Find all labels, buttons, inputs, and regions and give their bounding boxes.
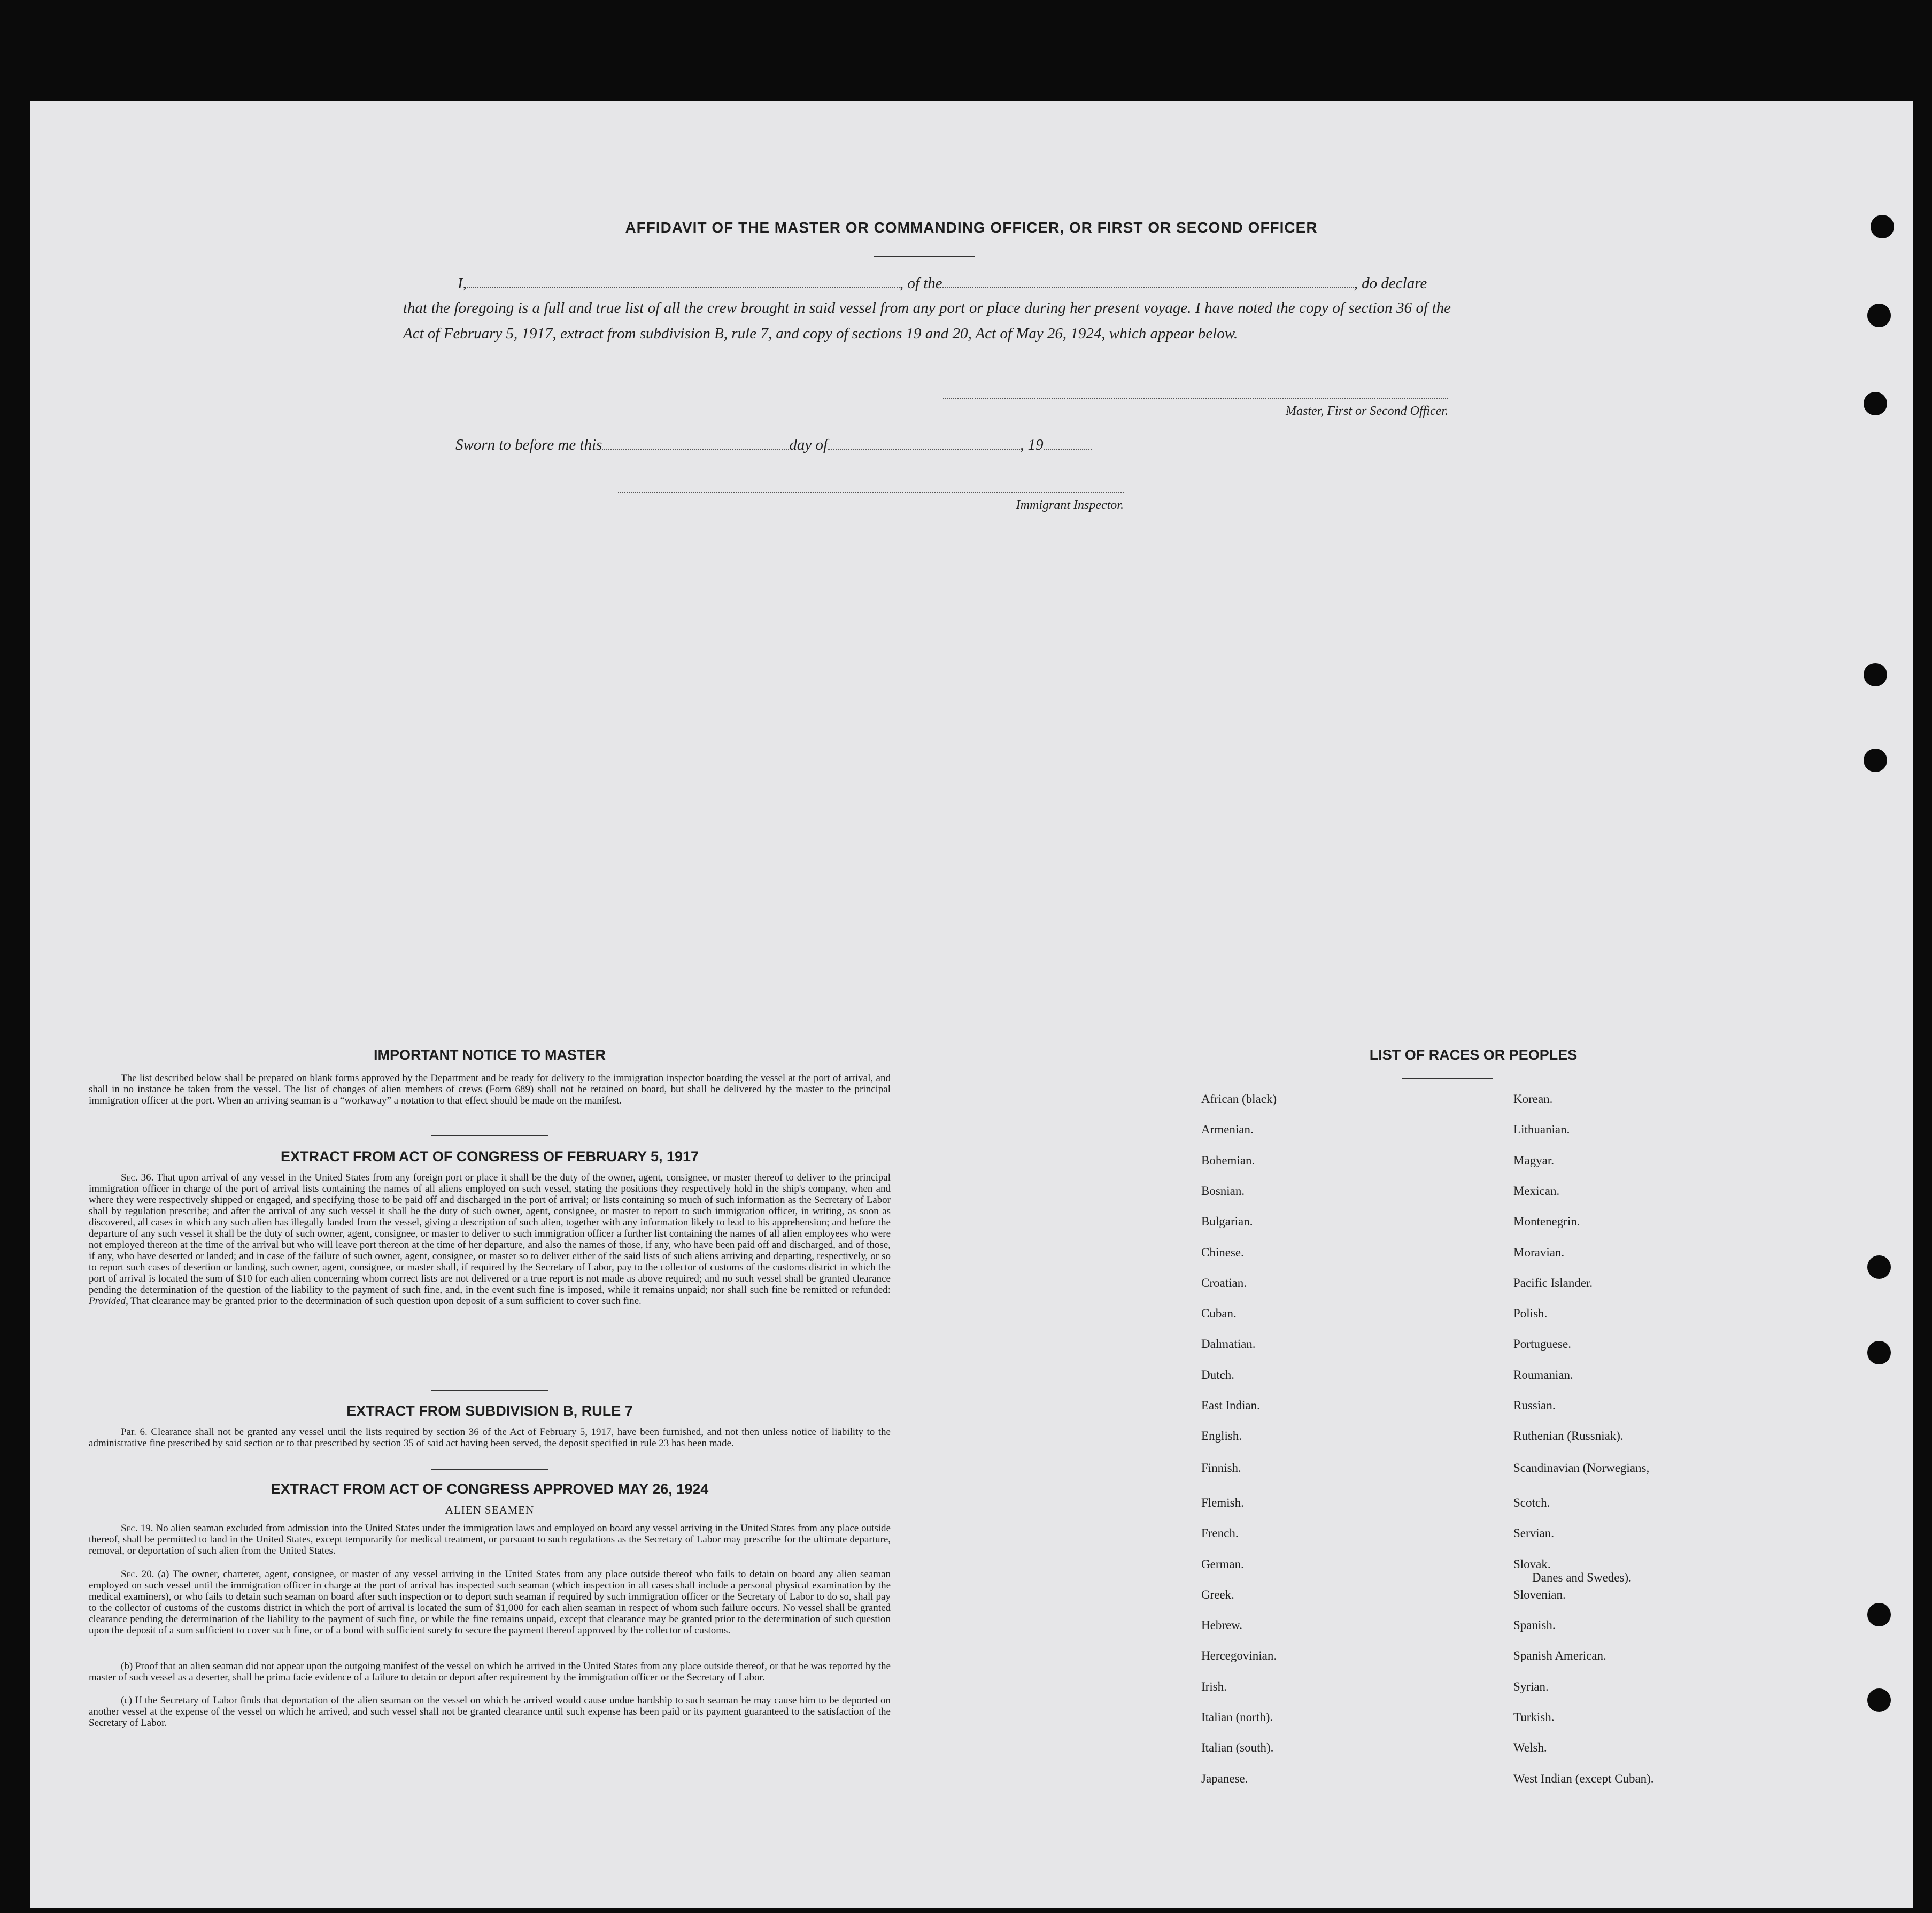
- divider: [431, 1469, 548, 1470]
- race-item-left-19: Irish.: [1201, 1679, 1227, 1693]
- sworn-line: [455, 432, 1092, 458]
- race-item-right-6: Pacific Islander.: [1513, 1276, 1593, 1290]
- sworn-label: Sworn to before me this: [455, 436, 602, 453]
- affidavit-declaration-line: [458, 271, 1479, 296]
- binder-hole: [1867, 1255, 1891, 1279]
- race-item-left-21: Italian (south).: [1201, 1741, 1274, 1755]
- race-item-left-1: Armenian.: [1201, 1123, 1254, 1137]
- race-item-left-0: African (black): [1201, 1092, 1277, 1106]
- sec-20a-text: [89, 1569, 891, 1636]
- inspector-signature-line[interactable]: [618, 492, 1124, 493]
- race-item-right-7: Polish.: [1513, 1307, 1548, 1321]
- race-item-right-14: Servian.: [1513, 1526, 1555, 1540]
- race-item-left-3: Bosnian.: [1201, 1184, 1245, 1198]
- race-item-left-10: East Indian.: [1201, 1399, 1260, 1412]
- race-item-right-8: Portuguese.: [1513, 1337, 1571, 1351]
- binder-hole: [1867, 304, 1891, 327]
- sec-20a-body: (a) The owner, charterer, agent, consignee, or master of any vessel arriving in the United States from any place outside thereof who fails to detain on board any alien seaman employed on such vessel until the immigration officer in charge at the port of arrival has inspected such seaman (which inspection in all cases shall include a personal physical examination by the medical examiners), or who fails to detain such seaman on board after such inspection or to deport such seaman if required by such immigration officer or the Secretary of Labor to do so, shall pay to the collector of customs of the customs district in which the port of arrival is located the sum of $1,000 for each alien seaman in respect of whom such failure occurs. No vessel shall be granted clearance pending the determination of the liability to the payment of such fine, or while the fine remains unpaid, except that clearance may be granted prior to the determination of such question upon the deposit of a sum sufficient to cover such fine, or of a bond with sufficient surety to secure the payment thereof approved by the collector of customs.: [89, 1569, 891, 1636]
- extract-1917-text: [89, 1172, 891, 1307]
- sec-20b-text: (b) Proof that an alien seaman did not appear upon the outgoing manifest of the vessel on which he arrived in the United States from any place outside thereof, or that he was reported by the master of such vessel as a deserter, shall be prima facie evidence of a failure to detain or deport after requirement by the immigration officer or the Secretary of Labor.: [89, 1661, 891, 1683]
- divider: [431, 1390, 548, 1391]
- binder-hole: [1867, 1341, 1891, 1364]
- race-item-left-17: Hebrew.: [1201, 1618, 1243, 1632]
- binder-hole: [1864, 663, 1887, 686]
- race-item-right-21: Welsh.: [1513, 1741, 1547, 1755]
- master-signature-line[interactable]: [943, 398, 1448, 399]
- races-title: LIST OF RACES OR PEOPLES: [1369, 1047, 1578, 1063]
- race-item-right-1: Lithuanian.: [1513, 1123, 1570, 1137]
- race-item-right-3: Mexican.: [1513, 1184, 1560, 1198]
- document-page: [30, 101, 1913, 1908]
- inspector-caption: Immigrant Inspector.: [1016, 498, 1124, 512]
- declaration-i: I,: [458, 275, 467, 292]
- sworn-day-label: day of: [789, 436, 828, 453]
- declaration-of-the: , of the: [899, 275, 942, 292]
- race-item-right-9: Roumanian.: [1513, 1368, 1573, 1382]
- title-divider: [874, 256, 975, 257]
- race-item-right-22: West Indian (except Cuban).: [1513, 1771, 1654, 1785]
- race-item-left-16: Greek.: [1201, 1587, 1234, 1601]
- race-item-right-15: Slovak.: [1513, 1557, 1551, 1571]
- race-item-left-12: Finnish.: [1201, 1461, 1241, 1475]
- race-item-left-18: Hercegovinian.: [1201, 1649, 1277, 1663]
- race-item-left-6: Croatian.: [1201, 1276, 1247, 1290]
- race-item-right-13: Scotch.: [1513, 1495, 1550, 1509]
- sec-19-body: No alien seaman excluded from admission into the United States under the immigration laws and employed on board any vessel arriving in the United States from any place outside thereof, shall be permitted to land in the United States, except temporarily for medical treatment, or pursuant to such regulations as the Secretary of Labor may prescribe for the ultimate departure, removal, or deportation of such alien from the United States.: [89, 1523, 891, 1556]
- sworn-year-blank[interactable]: [1044, 437, 1092, 450]
- proviso-label: Provided,: [89, 1295, 128, 1307]
- race-item-left-9: Dutch.: [1201, 1368, 1234, 1382]
- race-item-right-18: Spanish American.: [1513, 1649, 1606, 1663]
- race-item-left-14: French.: [1201, 1526, 1239, 1540]
- binder-hole: [1864, 749, 1887, 772]
- sec-36-body: That upon arrival of any vessel in the United States from any foreign port or place it shall be the duty of the owner, agent, consignee, or master thereof to deliver to the principal immigration officer in charge of the port of arrival lists containing the names of all aliens employed on such vessel, stating the positions they respectively hold in the ship's company, when and where they were respectively shipped or engaged, and specifying those to be paid off and discharged in the port of arrival; or lists containing so much of such information as the Secretary of Labor shall by regulation prescribe; and after the arrival of any such vessel it shall be the duty of such owner, agent, consignee, or master to report to such immigration officer, in writing, as soon as discovered, all cases in which any such alien has illegally landed from the vessel, giving a description of such alien, together with any information likely to lead to his apprehension; and before the departure of any such vessel it shall be the duty of such owner, agent, consignee, or master to deliver to such immigration officer a further list containing the names of all alien employees who were not employed thereon at the time of the arrival but who will leave port thereon at the time of her departure, and also the names of those, if any, who have been paid off and discharged, and of those, if any, who have deserted or landed; and in case of the failure of such owner, agent, consignee, or master so to deliver either of the said lists of such aliens arriving and departing, respectively, or so to report such cases of desertion or landing, such owner, agent, consignee, or master shall, if required by the Secretary of Labor, pay to the collector of customs of the customs district in which the port of arrival is located the sum of $10 for each alien concerning whom correct lists are not delivered or a true report is not made as above required; and no such vessel shall be granted clearance pending the determination of the question of the liability to the payment of such fine, and, in the event such fine is imposed, while it remains unpaid; nor shall such fine be remitted or refunded:: [89, 1172, 891, 1295]
- race-item-left-11: English.: [1201, 1429, 1242, 1443]
- alien-seamen-subtitle: ALIEN SEAMEN: [445, 1503, 535, 1516]
- race-item-right-5: Moravian.: [1513, 1245, 1565, 1259]
- affidavit-body: that the foregoing is a full and true list of all the crew brought in said vessel from any port or place during her present voyage. I have noted the copy of section 36 of the Act of February 5, 1917, extract from subdivision B, rule 7, and copy of sections 19 and 20, Act of May 26, 1924, which appear below.: [403, 299, 1451, 342]
- race-item-right-0: Korean.: [1513, 1092, 1553, 1106]
- sworn-day-blank[interactable]: [602, 437, 789, 450]
- race-item-right-19: Syrian.: [1513, 1679, 1549, 1693]
- sec-36-label: Sec. 36.: [121, 1172, 154, 1183]
- rule7-text: Par. 6. Clearance shall not be granted any vessel until the lists required by section 36 of the Act of February 5, 1917, have been furnished, and not then unless notice of liability to the administrative fine prescribed by said section or to that prescribed by section 35 of said act having been served, the deposit specified in rule 23 has been made.: [89, 1426, 891, 1449]
- race-item-left-13: Flemish.: [1201, 1495, 1244, 1509]
- race-item-right-20: Turkish.: [1513, 1710, 1555, 1724]
- sec-19-text: [89, 1523, 891, 1556]
- master-signature-caption: Master, First or Second Officer.: [1286, 404, 1448, 418]
- race-item-right-12: Scandinavian (Norwegians,: [1513, 1461, 1650, 1475]
- rule7-title: EXTRACT FROM SUBDIVISION B, RULE 7: [346, 1403, 633, 1419]
- race-item-left-15: German.: [1201, 1557, 1244, 1571]
- race-item-right-17: Spanish.: [1513, 1618, 1556, 1632]
- race-item-left-22: Japanese.: [1201, 1771, 1248, 1785]
- affidavit-title: AFFIDAVIT OF THE MASTER OR COMMANDING OFFICER, OR FIRST OR SECOND OFFICER: [625, 219, 1318, 236]
- sec-19-label: Sec. 19.: [121, 1523, 153, 1534]
- race-item-left-8: Dalmatian.: [1201, 1337, 1256, 1351]
- notice-text: The list described below shall be prepared on blank forms approved by the Department and be ready for delivery to the immigration inspector boarding the vessel at the port of arrival, and shall in no instance be taken from the vessel. The list of changes of alien members of crews (Form 689) shall not be retained on board, but shall be delivered by the master to the principal immigration officer at the port. When an arriving seaman is a “workaway” a notation to that effect should be made on the manifest.: [89, 1073, 891, 1106]
- name-blank[interactable]: [467, 275, 900, 288]
- sec-20c-text: (c) If the Secretary of Labor finds that deportation of the alien seaman on the vessel on which he arrived would cause undue hardship to such seaman he may cause him to be deported on another vessel at the expense of the vessel on which he arrived, and such vessel shall not be granted clearance until such expense has been paid or its payment guaranteed to the satisfaction of the Secretary of Labor.: [89, 1695, 891, 1729]
- sworn-month-blank[interactable]: [828, 437, 1020, 450]
- divider: [431, 1135, 548, 1136]
- notice-title: IMPORTANT NOTICE TO MASTER: [374, 1047, 606, 1063]
- race-item-right-11: Ruthenian (Russniak).: [1513, 1429, 1624, 1443]
- race-item-left-4: Bulgarian.: [1201, 1215, 1253, 1229]
- race-item-left-5: Chinese.: [1201, 1245, 1244, 1259]
- extract-1917-title: EXTRACT FROM ACT OF CONGRESS OF FEBRUARY 5, 1917: [280, 1148, 699, 1164]
- race-continuation: Danes and Swedes).: [1532, 1571, 1632, 1584]
- sec-20-label: Sec. 20.: [121, 1569, 154, 1580]
- vessel-blank[interactable]: [942, 275, 1354, 288]
- extract-1924-title: EXTRACT FROM ACT OF CONGRESS APPROVED MAY 26, 1924: [271, 1481, 709, 1497]
- race-item-right-4: Montenegrin.: [1513, 1215, 1580, 1229]
- race-item-left-2: Bohemian.: [1201, 1153, 1255, 1167]
- race-item-left-7: Cuban.: [1201, 1307, 1237, 1321]
- binder-hole: [1867, 1688, 1891, 1712]
- declaration-end: , do declare: [1354, 275, 1427, 292]
- race-item-right-2: Magyar.: [1513, 1153, 1555, 1167]
- race-item-right-16: Slovenian.: [1513, 1587, 1566, 1601]
- race-item-left-20: Italian (north).: [1201, 1710, 1273, 1724]
- divider: [1402, 1078, 1493, 1079]
- race-item-right-10: Russian.: [1513, 1399, 1556, 1412]
- binder-hole: [1864, 392, 1887, 415]
- binder-hole: [1867, 1603, 1891, 1626]
- sworn-year-label: , 19: [1020, 436, 1044, 453]
- proviso-text: That clearance may be granted prior to the determination of such question upon deposit of a sum sufficient to cover such fine.: [130, 1295, 642, 1307]
